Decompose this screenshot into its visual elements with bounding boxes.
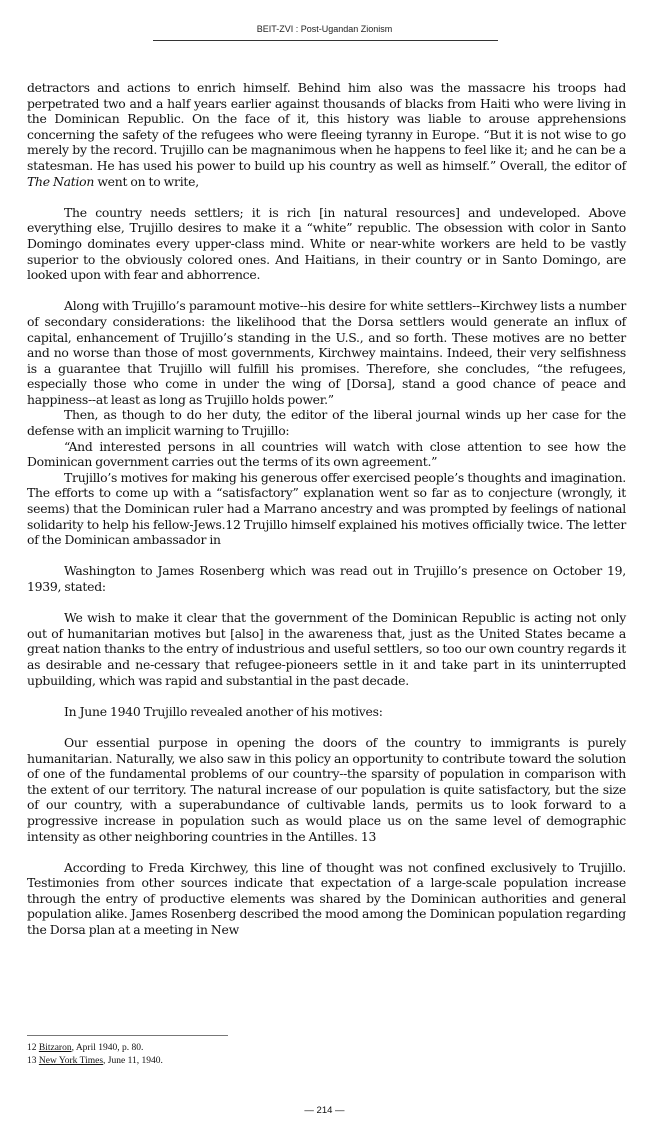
paragraph-text: detractors and actions to enrich himself. Behind him also was the massacre his troops had perpetrated two and a half years earlier against thousands of blacks from Haiti who were living in the Dominican Republic. On the face of it, this history was liable to arouse apprehensions concerning the safety of the refugees who were fleeing tyranny in Europe. “But it is not wise to go merely by the record. Trujillo can be magnanimous when he happens to feel like it; and he can be a statesman. He has used his power to build up his country as well as himself.” Overall, the editor of: [27, 80, 626, 173]
footnote-source: New York Times: [38, 1056, 104, 1066]
footnotes: [27, 1042, 427, 1068]
page-number: — 214 —: [304, 1105, 345, 1116]
paragraph-motives: Along with Trujillo’s paramount motive--his desire for white settlers--Kirchwey lists a number of secondary considerations: the likelihood that the Dorsa settlers would generate an influx of capital, enhancement of Trujillo’s standing in the U.S., and so forth. These motives are no better and no worse than those of most governments, Kirchwey maintains. Indeed, their very selfishness is a guarantee that Trujillo will fulfill his promises. Therefore, she concludes, “the refugees, especially those who come in under the wing of [Dorsa], stand a good chance of peace and happiness--at least as long as Trujillo holds power.”: [27, 298, 626, 407]
footnote-number: 13: [27, 1056, 37, 1066]
paragraph-continuation: [27, 80, 626, 189]
block-quote-trujillo: Our essential purpose in opening the doors of the country to immigrants is purely humanitarian. Naturally, we also saw in this policy an opportunity to contribute toward the solution of one of the fundamental problems of our country--the sparsity of population in comparison with the extent of our territory. The natural increase of our population is quite satisfactory, but the size of our country, with a superabundance of cultivable lands, permits us to look forward to a progressive increase in population such as would place us on the same level of demographic intensity as other neighboring countries in the Antilles. 13: [27, 734, 626, 844]
footnote-rule: [27, 1035, 228, 1036]
footnote-13: [27, 1055, 427, 1068]
footnote-detail: , June 11, 1940.: [103, 1056, 163, 1066]
footnote-source: Bitzaron: [38, 1043, 72, 1053]
block-quote-ambassador: We wish to make it clear that the government of the Dominican Republic is acting not only out of humanitarian motives but [also] in the awareness that, just as the United States became a great nation thanks to the entry of industrious and useful settlers, so too our own country regards it as desirable and ne-cessary that refugee-pioneers settle in it and take part in its uninterrupted upbuilding, which was rapid and substantial in the past decade.: [27, 610, 626, 688]
publication-title: The Nation: [27, 173, 95, 189]
header-rule: [153, 40, 498, 41]
quote-warning: “And interested persons in all countries will watch with close attention to see how the Dominican government carries out the terms of its own agreement.”: [27, 438, 626, 470]
paragraph-text: went on to write,: [94, 173, 199, 189]
paragraph-washington-letter: Washington to James Rosenberg which was read out in Trujillo’s presence on October 19, 1939, stated:: [27, 563, 626, 594]
running-header: BEIT-ZVI : Post-Ugandan Zionism: [256, 24, 393, 34]
paragraph-kirchwey: According to Freda Kirchwey, this line of thought was not confined exclusively to Trujillo. Testimonies from other sources indicate that expectation of a large-scale population increase through the entry of productive elements was shared by the Dominican authorities and general population alike. James Rosenberg described the mood among the Dominican population regarding the Dorsa plan at a meeting in New: [27, 859, 626, 938]
block-quote-nation: The country needs settlers; it is rich [in natural resources] and undeveloped. Above everything else, Trujillo desires to make it a “white” republic. The obsession with color in Santo Domingo dominates every upper-class mind. White or near-white workers are held to be vastly superior to the obviously colored ones. And Haitians, in their country or in Santo Domingo, are looked upon with fear and abhorrence.: [27, 204, 626, 283]
paragraph-editor-duty: Then, as though to do her duty, the editor of the liberal journal winds up her case for the defense with an implicit warning to Trujillo:: [27, 407, 626, 439]
paragraph-june-1940: In June 1940 Trujillo revealed another of his motives:: [64, 703, 383, 719]
body-text: [27, 80, 626, 938]
paragraph-conjecture: Trujillo’s motives for making his generous offer exercised people’s thoughts and imagination. The efforts to come up with a “satisfactory” explanation went so far as to conjecture (wrongly, it seems) that the Dominican ruler had a Marrano ancestry and was prompted by feelings of national solidarity to help his fellow-Jews.12 Trujillo himself explained his motives officially twice. The letter of the Dominican ambassador in: [27, 469, 626, 548]
footnote-12: [27, 1042, 427, 1055]
footnote-detail: , April 1940, p. 80.: [71, 1043, 144, 1053]
footnote-number: 12: [27, 1043, 37, 1053]
